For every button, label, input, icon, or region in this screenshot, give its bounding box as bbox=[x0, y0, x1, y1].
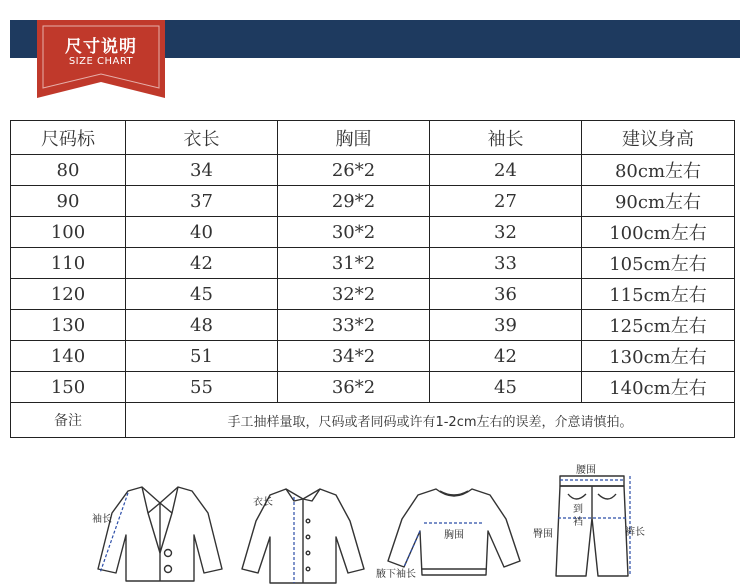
header-size: 尺码标 bbox=[11, 121, 126, 155]
size-chart-ribbon bbox=[37, 20, 165, 98]
cell-sleeve: 24 bbox=[430, 155, 582, 186]
pants-hip-label: 臀围 bbox=[533, 529, 553, 540]
cell-length: 37 bbox=[126, 186, 278, 217]
table-header-row bbox=[11, 121, 735, 155]
cell-chest: 31*2 bbox=[278, 248, 430, 279]
cell-length: 40 bbox=[126, 217, 278, 248]
cell-size: 90 bbox=[11, 186, 126, 217]
cell-height: 90cm左右 bbox=[582, 186, 735, 217]
cell-height: 125cm左右 bbox=[582, 310, 735, 341]
cell-sleeve: 45 bbox=[430, 372, 582, 403]
ribbon-title-cn: 尺寸说明 bbox=[65, 37, 137, 57]
cell-length: 42 bbox=[126, 248, 278, 279]
cell-size: 130 bbox=[11, 310, 126, 341]
pants-rise-label-2: 裆 bbox=[573, 517, 583, 528]
size-table bbox=[10, 120, 735, 438]
cell-size: 80 bbox=[11, 155, 126, 186]
cell-size: 150 bbox=[11, 372, 126, 403]
cell-sleeve: 32 bbox=[430, 217, 582, 248]
cell-size: 140 bbox=[11, 341, 126, 372]
cell-chest: 26*2 bbox=[278, 155, 430, 186]
cell-chest: 32*2 bbox=[278, 279, 430, 310]
sweater-chest-label: 胸围 bbox=[444, 530, 464, 541]
cell-height: 140cm左右 bbox=[582, 372, 735, 403]
cell-height: 80cm左右 bbox=[582, 155, 735, 186]
header-height: 建议身高 bbox=[582, 121, 735, 155]
cell-length: 55 bbox=[126, 372, 278, 403]
header-chest: 胸围 bbox=[278, 121, 430, 155]
cell-length: 51 bbox=[126, 341, 278, 372]
cell-sleeve: 39 bbox=[430, 310, 582, 341]
cell-height: 115cm左右 bbox=[582, 279, 735, 310]
cell-size: 120 bbox=[11, 279, 126, 310]
table-row bbox=[11, 248, 735, 279]
table-row bbox=[11, 217, 735, 248]
cell-size: 100 bbox=[11, 217, 126, 248]
ribbon-title-en: SIZE CHART bbox=[68, 56, 134, 67]
table-row bbox=[11, 155, 735, 186]
pants-length-label: 裤长 bbox=[625, 527, 645, 538]
header-length: 衣长 bbox=[126, 121, 278, 155]
cell-height: 130cm左右 bbox=[582, 341, 735, 372]
pants-icon bbox=[552, 470, 632, 582]
table-row bbox=[11, 279, 735, 310]
pants-rise-label-1: 到 bbox=[573, 504, 583, 515]
jacket-sleeve-label: 袖长 bbox=[92, 514, 112, 525]
note-label: 备注 bbox=[11, 403, 126, 438]
table-row bbox=[11, 372, 735, 403]
cell-chest: 34*2 bbox=[278, 341, 430, 372]
cell-sleeve: 42 bbox=[430, 341, 582, 372]
pants-waist-label: 腰围 bbox=[576, 465, 596, 476]
shirt-length-label: 衣长 bbox=[253, 497, 273, 508]
cell-chest: 36*2 bbox=[278, 372, 430, 403]
cell-size: 110 bbox=[11, 248, 126, 279]
cell-sleeve: 27 bbox=[430, 186, 582, 217]
table-row bbox=[11, 310, 735, 341]
cell-length: 48 bbox=[126, 310, 278, 341]
measurement-diagrams bbox=[0, 455, 750, 584]
cell-sleeve: 33 bbox=[430, 248, 582, 279]
note-row bbox=[11, 403, 735, 438]
header-sleeve: 袖长 bbox=[430, 121, 582, 155]
cell-length: 34 bbox=[126, 155, 278, 186]
cell-chest: 29*2 bbox=[278, 186, 430, 217]
note-text: 手工抽样量取，尺码或者同码或许有1-2cm左右的误差，介意请慎拍。 bbox=[126, 403, 735, 438]
cell-chest: 30*2 bbox=[278, 217, 430, 248]
cell-height: 105cm左右 bbox=[582, 248, 735, 279]
cell-height: 100cm左右 bbox=[582, 217, 735, 248]
cell-chest: 33*2 bbox=[278, 310, 430, 341]
cell-length: 45 bbox=[126, 279, 278, 310]
cell-sleeve: 36 bbox=[430, 279, 582, 310]
table-row bbox=[11, 186, 735, 217]
sweater-underarm-label: 腋下袖长 bbox=[376, 569, 416, 580]
table-row bbox=[11, 341, 735, 372]
jacket-icon bbox=[90, 483, 230, 583]
